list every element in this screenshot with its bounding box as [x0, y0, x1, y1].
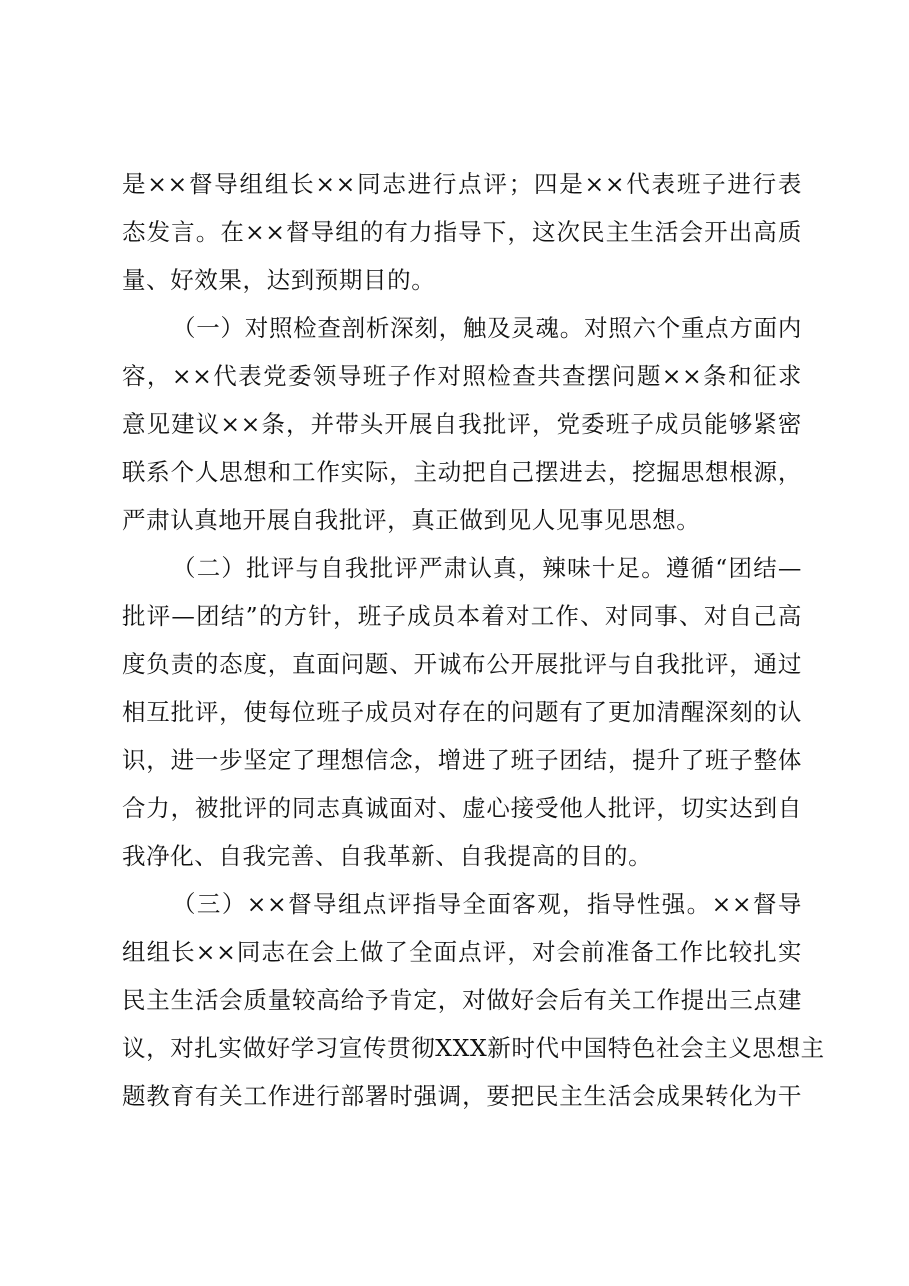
text-line: 识，进一步坚定了理想信念，增进了班子团结，提升了班子整体 — [122, 746, 802, 774]
text-line: 民主生活会质量较高给予肯定，对做好会后有关工作提出三点建 — [122, 986, 802, 1014]
text-line: 态发言。在××督导组的有力指导下，这次民主生活会开出高质 — [122, 218, 802, 246]
paragraph-heading-line: （三）××督导组点评指导全面客观，指导性强。××督导 — [172, 890, 802, 918]
text-line: 联系个人思想和工作实际，主动把自己摆进去，挖掘思想根源， — [122, 458, 802, 486]
text-line: 容，××代表党委领导班子作对照检查共查摆问题××条和征求 — [122, 362, 802, 390]
paragraph-heading-line: （二）批评与自我批评严肃认真，辣味十足。遵循“团结— — [172, 554, 802, 582]
text-line: 意见建议××条，并带头开展自我批评，党委班子成员能够紧密 — [122, 410, 802, 438]
text-line: 我净化、自我完善、自我革新、自我提高的目的。 — [122, 842, 653, 870]
text-line: 组组长××同志在会上做了全面点评，对会前准备工作比较扎实 — [122, 938, 802, 966]
text-line: 议，对扎实做好学习宣传贯彻XXX新时代中国特色社会主义思想主 — [122, 1034, 825, 1062]
text-line: 严肃认真地开展自我批评，真正做到见人见事见思想。 — [122, 506, 701, 534]
text-line: 题教育有关工作进行部署时强调，要把民主生活会成果转化为干 — [122, 1082, 802, 1110]
text-line: 是××督导组组长××同志进行点评；四是××代表班子进行表 — [122, 170, 802, 198]
text-line: 量、好效果，达到预期目的。 — [122, 266, 436, 294]
text-line: 相互批评，使每位班子成员对存在的问题有了更加清醒深刻的认 — [122, 698, 802, 726]
text-line: 度负责的态度，直面问题、开诚布公开展批评与自我批评，通过 — [122, 650, 802, 678]
text-line: 批评—团结”的方针，班子成员本着对工作、对同事、对自己高 — [122, 602, 802, 630]
text-line: 合力，被批评的同志真诚面对、虚心接受他人批评，切实达到自 — [122, 794, 802, 822]
paragraph-heading-line: （一）对照检查剖析深刻，触及灵魂。对照六个重点方面内 — [172, 314, 802, 342]
